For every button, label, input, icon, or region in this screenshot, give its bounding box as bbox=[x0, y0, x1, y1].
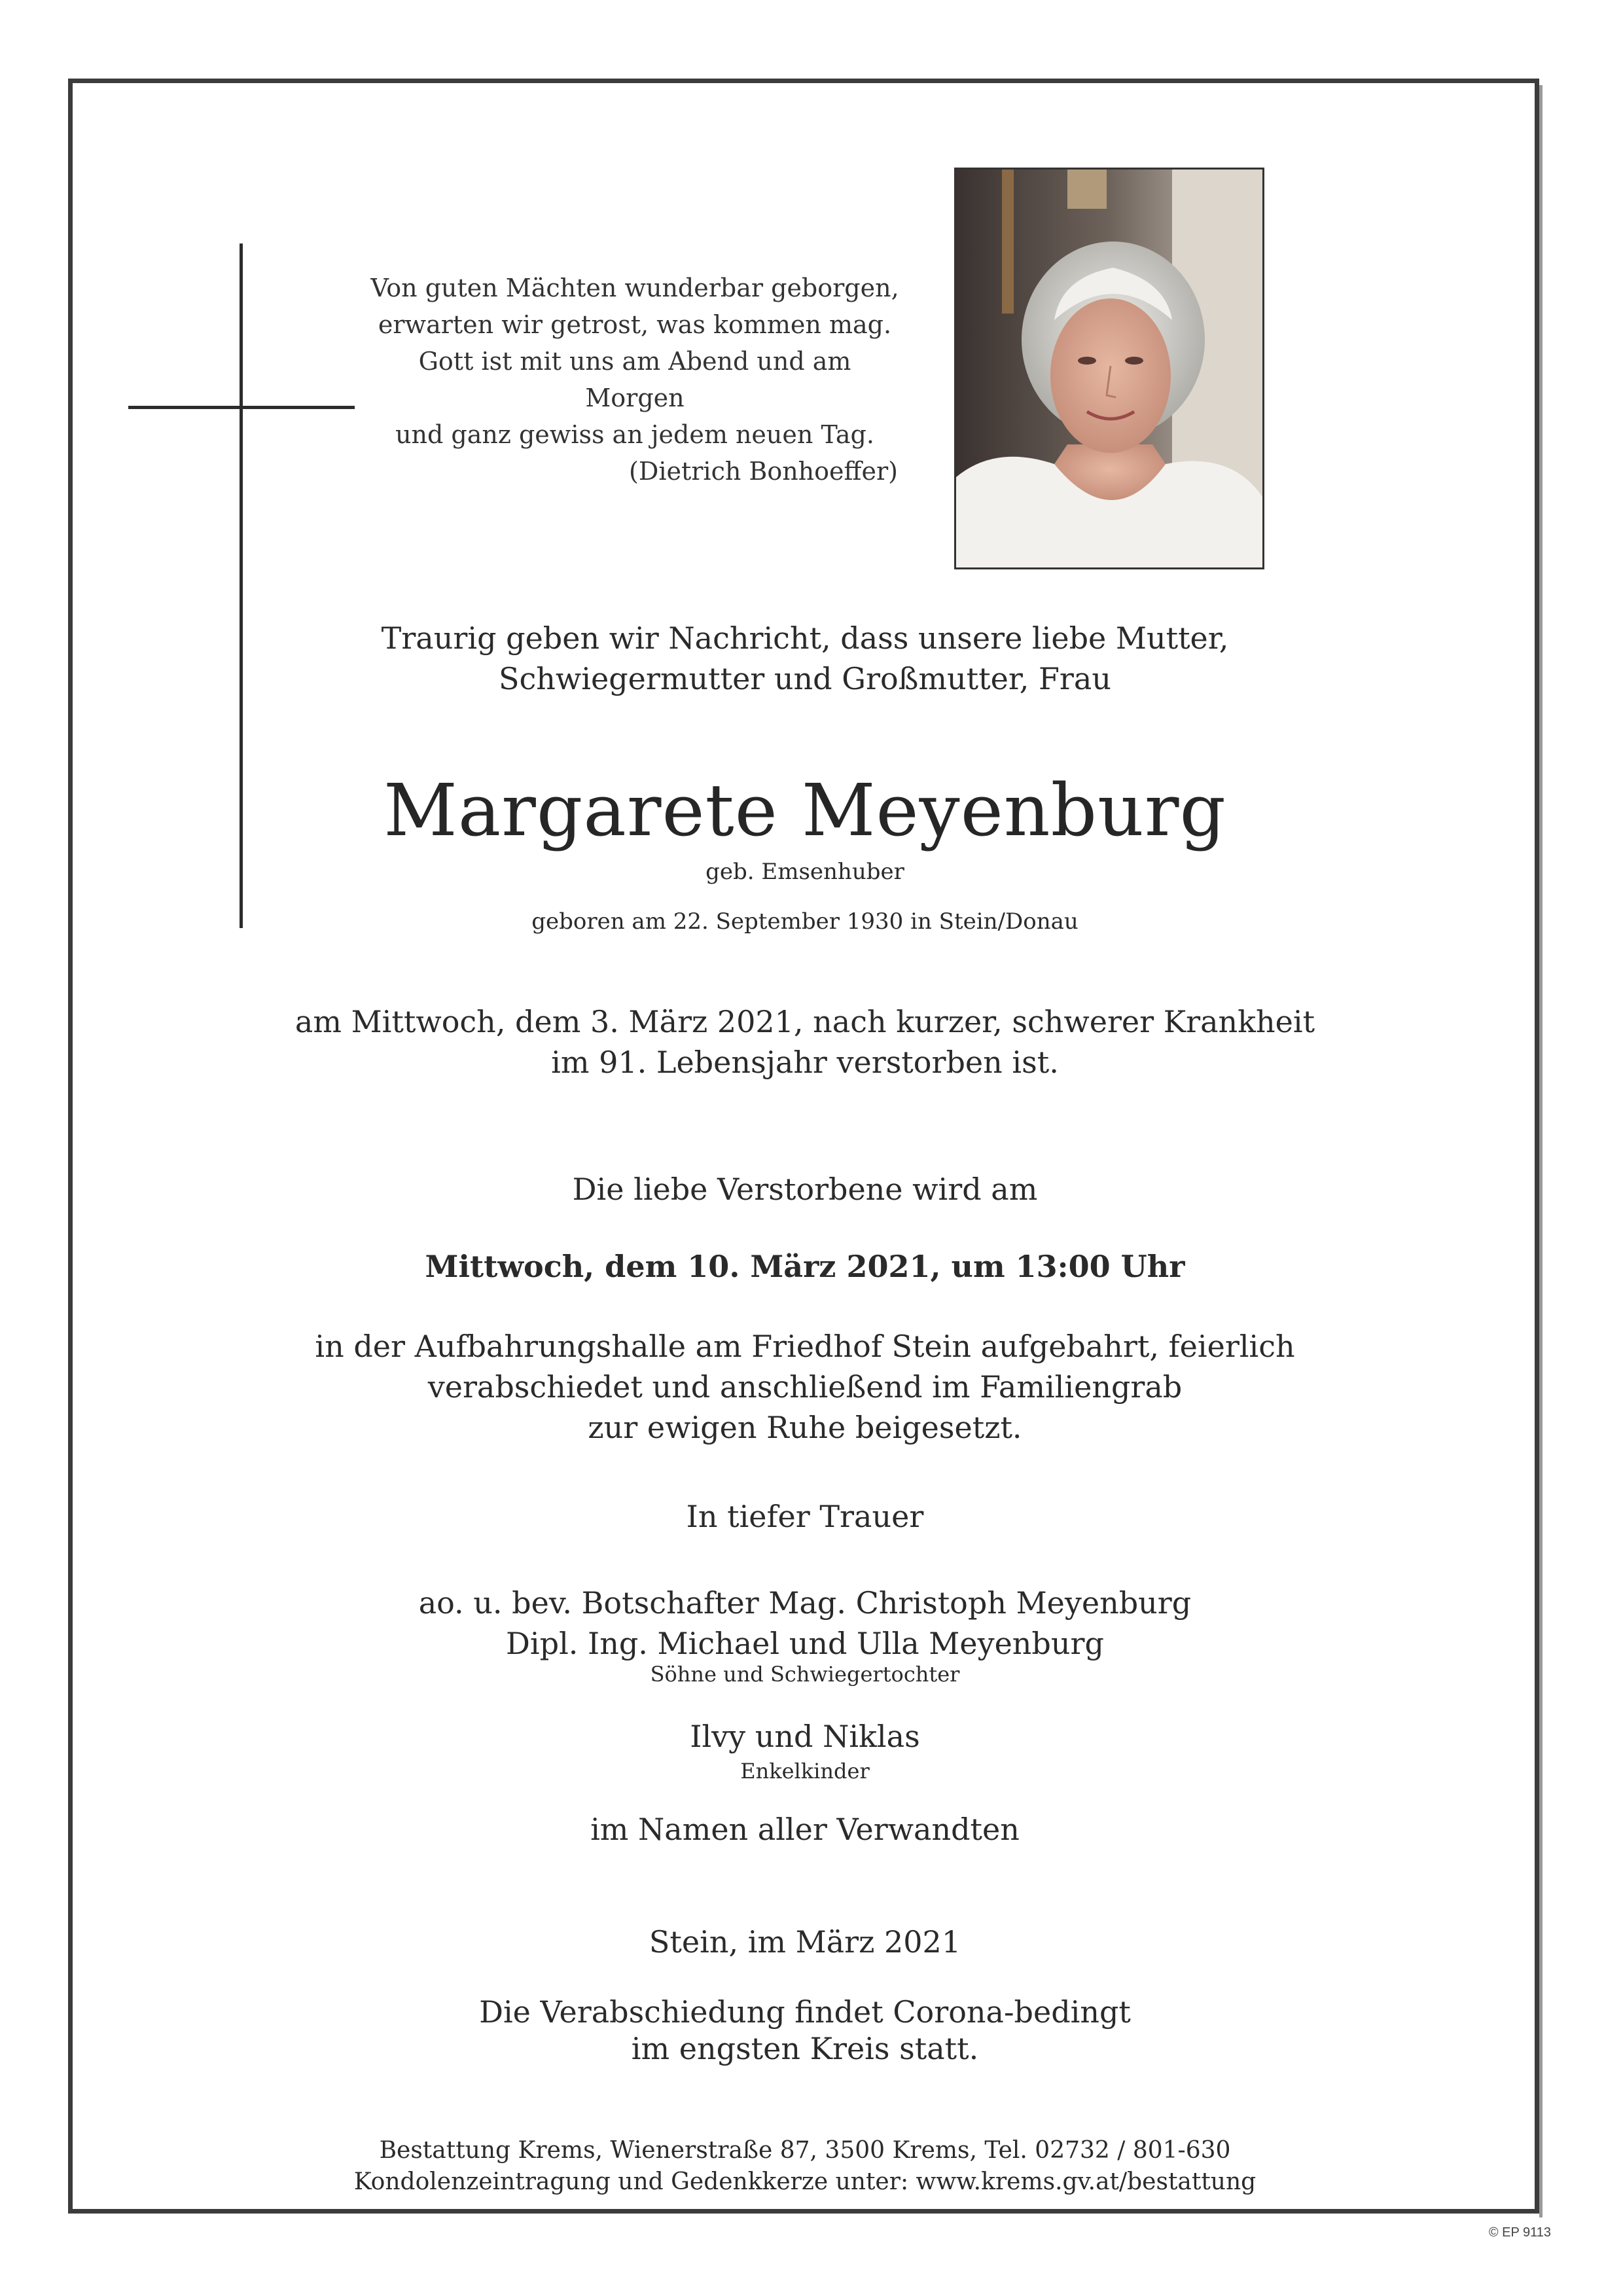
lying-in-state-intro: Die liebe Verstorbene wird am bbox=[572, 1172, 1038, 1207]
quote bbox=[366, 270, 903, 490]
portrait-photo bbox=[954, 168, 1264, 569]
ceremony-line: zur ewigen Ruhe beigesetzt. bbox=[588, 1410, 1022, 1445]
footer-line: Bestattung Krems, Wienerstraße 87, 3500 Krems, Tel. 02732 / 801-630 bbox=[379, 2137, 1231, 2164]
quote-line: und ganz gewiss an jedem neuen Tag. bbox=[395, 420, 874, 449]
covid-note bbox=[151, 1994, 1459, 2067]
ceremony-line: verabschiedet und anschließend im Familiengrab bbox=[427, 1369, 1183, 1405]
cross-icon-horizontal bbox=[128, 406, 355, 409]
ceremony-text bbox=[151, 1326, 1459, 1448]
death-line: im 91. Lebensjahr verstorben ist. bbox=[551, 1045, 1059, 1080]
quote-line: Von guten Mächten wunderbar geborgen, bbox=[370, 274, 899, 302]
funeral-date: Mittwoch, dem 10. März 2021, um 13:00 Uhr bbox=[425, 1249, 1185, 1284]
relatives-note: im Namen aller Verwandten bbox=[590, 1812, 1020, 1847]
son-name: ao. u. bev. Botschafter Mag. Christoph Meyenburg bbox=[418, 1585, 1192, 1621]
quote-line: Gott ist mit uns am Abend und am Morgen bbox=[418, 347, 851, 412]
covid-line: Die Verabschiedung findet Corona-bedingt bbox=[479, 1994, 1131, 2030]
print-code: © EP 9113 bbox=[1488, 2225, 1551, 2240]
sons-relation: Söhne und Schwiegertochter bbox=[650, 1662, 960, 1687]
grandchildren-names: Ilvy und Niklas bbox=[690, 1719, 920, 1754]
place-date: Stein, im März 2021 bbox=[649, 1924, 961, 1960]
covid-line: im engsten Kreis statt. bbox=[631, 2031, 979, 2066]
footer bbox=[151, 2135, 1459, 2198]
quote-line: erwarten wir getrost, was kommen mag. bbox=[378, 310, 892, 339]
death-info bbox=[151, 1001, 1459, 1083]
mourning-heading: In tiefer Trauer bbox=[686, 1499, 924, 1534]
intro-line: Traurig geben wir Nachricht, dass unsere liebe Mutter, bbox=[381, 620, 1229, 656]
death-line: am Mittwoch, dem 3. März 2021, nach kurzer, schwerer Krankheit bbox=[294, 1004, 1315, 1039]
quote-author: (Dietrich Bonhoeffer) bbox=[629, 457, 898, 486]
birth-info: geboren am 22. September 1930 in Stein/Donau bbox=[531, 908, 1079, 935]
page-border-shadow bbox=[1539, 85, 1543, 2217]
intro-line: Schwiegermutter und Großmutter, Frau bbox=[499, 661, 1111, 696]
sons-list bbox=[151, 1583, 1459, 1664]
son-name: Dipl. Ing. Michael und Ulla Meyenburg bbox=[506, 1626, 1104, 1661]
deceased-name: Margarete Meyenburg bbox=[383, 768, 1226, 852]
ceremony-line: in der Aufbahrungshalle am Friedhof Stein aufgebahrt, feierlich bbox=[315, 1329, 1295, 1364]
intro-text bbox=[151, 618, 1459, 699]
footer-line: Kondolenzeintragung und Gedenkkerze unter: www.krems.gv.at/bestattung bbox=[353, 2168, 1257, 2195]
portrait-photo-icon bbox=[956, 170, 1262, 567]
maiden-name: geb. Emsenhuber bbox=[705, 859, 904, 885]
grandchildren-relation: Enkelkinder bbox=[740, 1759, 870, 1784]
